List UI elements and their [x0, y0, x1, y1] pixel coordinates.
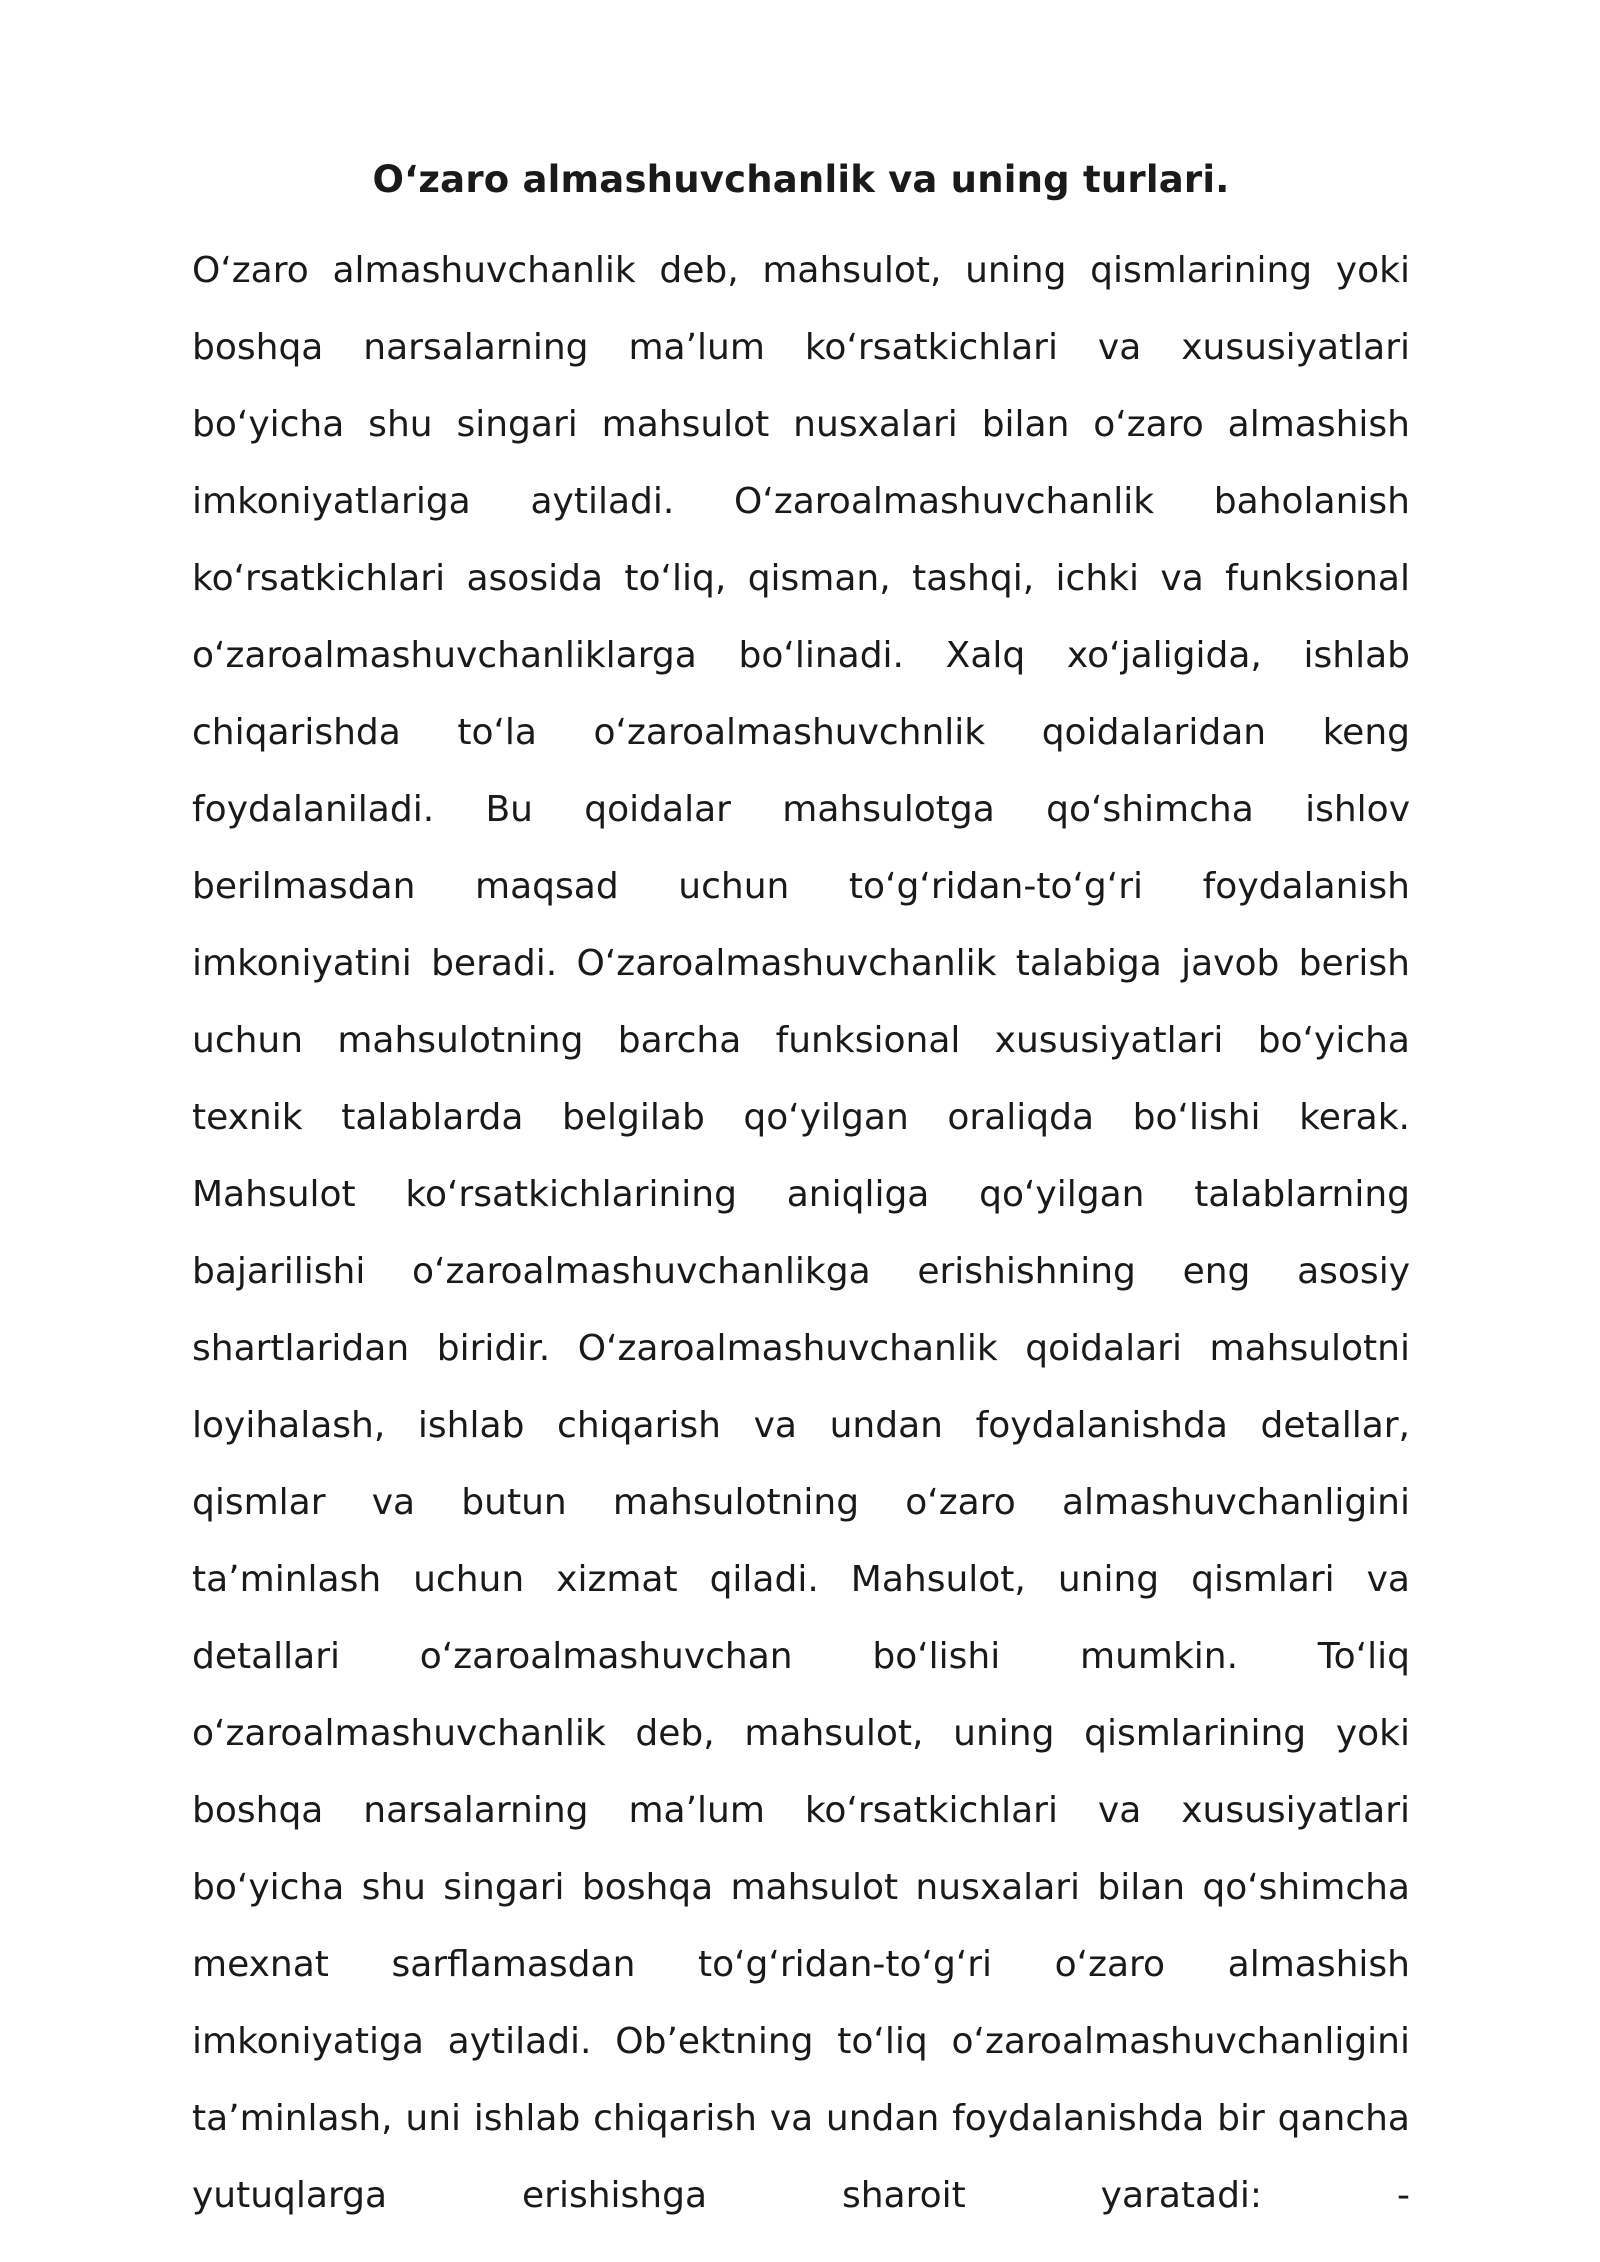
- document-title: O‘zaro almashuvchanlik va uning turlari.: [372, 158, 1230, 201]
- document-page: [192, 150, 1410, 2234]
- body-paragraph: O‘zaro almashuvchanlik deb, mahsulot, uning qismlarining yoki boshqa narsalarning ma’lum ko‘rsatkichlari va xususiyatlari bo‘yicha shu singari mahsulot nusxalari bilan o‘zaro almashish imkoniyatlariga aytiladi. O‘zaroalmashuvchanlik baholanish ko‘rsatkichlari asosida to‘liq, qisman, tashqi, ichki va funksional o‘zaroalmashuvchanliklarga bo‘linadi. Xalq xo‘jaligida, ishlab chiqarishda to‘la o‘zaroalmashuvchnlik qoidalaridan keng foydalaniladi. Bu qoidalar mahsulotga qo‘shimcha ishlov berilmasdan maqsad uchun to‘g‘ridan-to‘g‘ri foydalanish imkoniyatini beradi. O‘zaroalmashuvchanlik talabiga javob berish uchun mahsulotning barcha funksional xususiyatlari bo‘yicha texnik talablarda belgilab qo‘yilgan oraliqda bo‘lishi kerak. Mahsulot ko‘rsatkichlarining aniqliga qo‘yilgan talablarning bajarilishi o‘zaroalmashuvchanlikga erishishning eng asosiy shartlaridan biridir. O‘zaroalmashuvchanlik qoidalari mahsulotni loyihalash, ishlab chiqarish va undan foydalanishda detallar, qismlar va butun mahsulotning o‘zaro almashuvchanligini ta’minlash uchun xizmat qiladi. Mahsulot, uning qismlari va detallari o‘zaroalmashuvchan bo‘lishi mumkin. To‘liq o‘zaroalmashuvchanlik deb, mahsulot, uning qismlarining yoki boshqa narsalarning ma’lum ko‘rsatkichlari va xususiyatlari bo‘yicha shu singari boshqa mahsulot nusxalari bilan qo‘shimcha mexnat sarflamasdan to‘g‘ridan-to‘g‘ri o‘zaro almashish imkoniyatiga aytiladi. Ob’ektning to‘liq o‘zaroalmashuvchanligini ta’minlash, uni ishlab chiqarish va undan foydalanishda bir qancha yutuqlarga erishishga sharoit yaratadi: -: [192, 250, 1410, 2216]
